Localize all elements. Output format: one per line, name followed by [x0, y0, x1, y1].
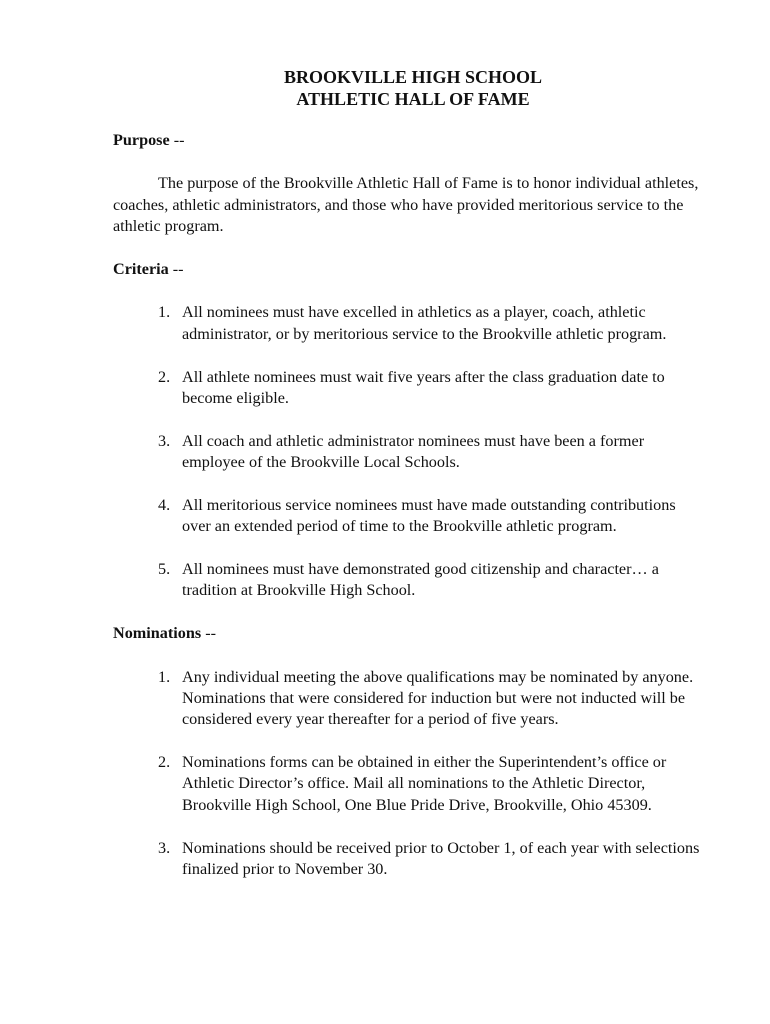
list-item-text: All nominees must have excelled in athletics as a player, coach, athletic administrator, or by meritorious service to the Brookville athletic program. — [182, 303, 667, 343]
criteria-heading — [113, 259, 703, 280]
list-item — [113, 838, 703, 881]
list-item — [113, 431, 703, 474]
list-item-text: Nominations forms can be obtained in either the Superintendent’s office or Athletic Director’s office. Mail all nominations to the Athletic Director, Brookville High School, One Blue Pride Drive, Brookville, Ohio 45309. — [182, 753, 667, 814]
title-line-1: BROOKVILLE HIGH SCHOOL — [283, 67, 543, 87]
purpose-heading — [113, 130, 703, 151]
purpose-paragraph: The purpose of the Brookville Athletic Hall of Fame is to honor individual athletes, coaches, athletic administrators, and those who have provided meritorious service to the athletic program. — [113, 174, 699, 235]
nominations-list — [113, 667, 703, 880]
list-item — [113, 495, 703, 538]
document-title — [113, 66, 703, 110]
nominations-heading — [113, 623, 703, 644]
purpose-heading-label: Purpose — [113, 131, 170, 149]
criteria-list — [113, 302, 703, 601]
nominations-heading-dash: -- — [201, 624, 216, 643]
list-item — [113, 559, 703, 602]
list-item-text: Any individual meeting the above qualifications may be nominated by anyone. Nominations that were considered for induction but were not inducted will be considered every year thereafter for a period of five years. — [182, 667, 694, 729]
list-item-text: All meritorious service nominees must have made outstanding contributions over an extended period of time to the Brookville athletic program. — [182, 495, 676, 536]
nominations-heading-label: Nominations — [113, 624, 202, 643]
title-line-2: ATHLETIC HALL OF FAME — [296, 89, 530, 109]
list-item — [113, 752, 703, 816]
criteria-heading-label: Criteria — [113, 260, 169, 279]
list-item — [113, 302, 703, 345]
criteria-heading-dash: -- — [168, 260, 184, 279]
list-item-number: 1. — [158, 667, 171, 686]
list-item-number: 3. — [158, 838, 171, 857]
list-item — [113, 667, 703, 731]
document-page — [113, 66, 703, 902]
list-item-number: 1. — [158, 303, 171, 322]
list-item-text: All athlete nominees must wait five years after the class graduation date to become eligible. — [182, 367, 665, 407]
purpose-heading-dash: -- — [169, 131, 185, 149]
list-item-number: 2. — [158, 753, 171, 772]
list-item-text: Nominations should be received prior to October 1, of each year with selections finalized prior to November 30. — [182, 838, 700, 878]
list-item — [113, 367, 703, 410]
list-item-number: 2. — [158, 367, 171, 386]
list-item-text: All nominees must have demonstrated good citizenship and character… a tradition at Brookville High School. — [182, 559, 659, 600]
list-item-number: 5. — [158, 559, 171, 578]
list-item-number: 4. — [158, 495, 171, 514]
list-item-text: All coach and athletic administrator nominees must have been a former employee of the Brookville Local Schools. — [182, 431, 645, 471]
list-item-number: 3. — [158, 431, 171, 450]
